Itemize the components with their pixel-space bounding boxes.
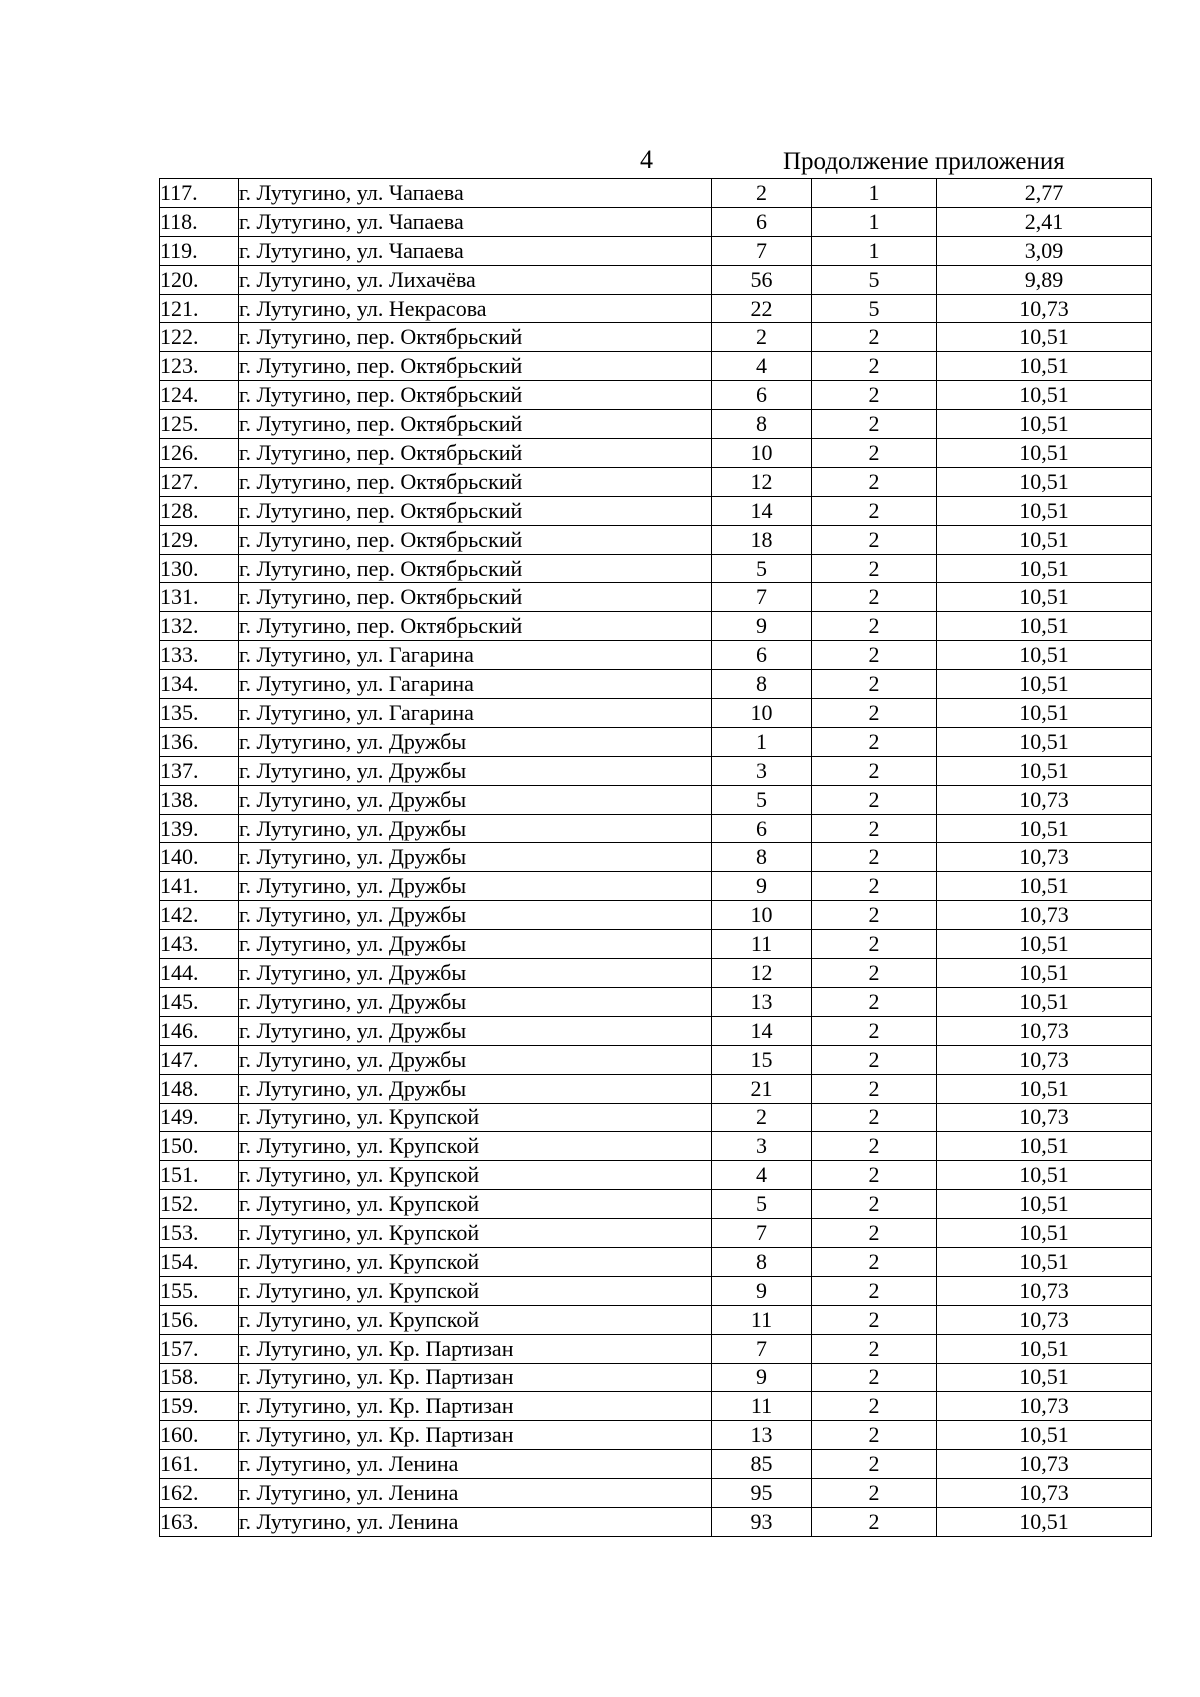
row-number: 154. bbox=[160, 1247, 239, 1276]
tariff-cell: 10,51 bbox=[937, 1132, 1152, 1161]
address-cell: г. Лутугино, пер. Октябрьский bbox=[239, 554, 712, 583]
address-cell: г. Лутугино, ул. Дружбы bbox=[239, 1045, 712, 1074]
house-number-cell: 8 bbox=[712, 670, 812, 699]
floors-cell: 2 bbox=[812, 1132, 937, 1161]
table-row bbox=[160, 1479, 1152, 1508]
house-number-cell: 9 bbox=[712, 872, 812, 901]
tariff-cell: 10,51 bbox=[937, 872, 1152, 901]
row-number: 144. bbox=[160, 959, 239, 988]
tariff-cell: 10,51 bbox=[937, 1247, 1152, 1276]
address-cell: г. Лутугино, ул. Крупской bbox=[239, 1103, 712, 1132]
floors-cell: 2 bbox=[812, 1045, 937, 1074]
house-number-cell: 8 bbox=[712, 1247, 812, 1276]
row-number: 138. bbox=[160, 785, 239, 814]
floors-cell: 5 bbox=[812, 265, 937, 294]
table-row bbox=[160, 525, 1152, 554]
house-number-cell: 7 bbox=[712, 1334, 812, 1363]
row-number: 150. bbox=[160, 1132, 239, 1161]
address-cell: г. Лутугино, пер. Октябрьский bbox=[239, 352, 712, 381]
table-row bbox=[160, 583, 1152, 612]
floors-cell: 2 bbox=[812, 612, 937, 641]
row-number: 162. bbox=[160, 1479, 239, 1508]
row-number: 118. bbox=[160, 207, 239, 236]
address-cell: г. Лутугино, ул. Крупской bbox=[239, 1190, 712, 1219]
row-number: 117. bbox=[160, 179, 239, 208]
address-cell: г. Лутугино, ул. Дружбы bbox=[239, 727, 712, 756]
table-row bbox=[160, 1305, 1152, 1334]
address-cell: г. Лутугино, пер. Октябрьский bbox=[239, 496, 712, 525]
house-number-cell: 9 bbox=[712, 612, 812, 641]
address-cell: г. Лутугино, пер. Октябрьский bbox=[239, 439, 712, 468]
house-number-cell: 11 bbox=[712, 1392, 812, 1421]
tariff-cell: 10,51 bbox=[937, 987, 1152, 1016]
tariff-cell: 10,51 bbox=[937, 554, 1152, 583]
address-cell: г. Лутугино, ул. Крупской bbox=[239, 1276, 712, 1305]
address-cell: г. Лутугино, ул. Кр. Партизан bbox=[239, 1334, 712, 1363]
tariff-cell: 10,73 bbox=[937, 1392, 1152, 1421]
floors-cell: 2 bbox=[812, 1334, 937, 1363]
row-number: 119. bbox=[160, 236, 239, 265]
floors-cell: 1 bbox=[812, 207, 937, 236]
address-cell: г. Лутугино, ул. Дружбы bbox=[239, 930, 712, 959]
house-number-cell: 4 bbox=[712, 1161, 812, 1190]
table-row bbox=[160, 1507, 1152, 1536]
row-number: 141. bbox=[160, 872, 239, 901]
tariff-cell: 10,51 bbox=[937, 1507, 1152, 1536]
table-row bbox=[160, 670, 1152, 699]
row-number: 151. bbox=[160, 1161, 239, 1190]
table-row bbox=[160, 1219, 1152, 1248]
tariff-cell: 10,51 bbox=[937, 525, 1152, 554]
house-number-cell: 21 bbox=[712, 1074, 812, 1103]
floors-cell: 2 bbox=[812, 987, 937, 1016]
floors-cell: 2 bbox=[812, 1392, 937, 1421]
house-number-cell: 3 bbox=[712, 1132, 812, 1161]
tariff-cell: 2,41 bbox=[937, 207, 1152, 236]
table-row bbox=[160, 294, 1152, 323]
row-number: 146. bbox=[160, 1016, 239, 1045]
table-row bbox=[160, 1276, 1152, 1305]
floors-cell: 2 bbox=[812, 1247, 937, 1276]
tariff-cell: 10,51 bbox=[937, 670, 1152, 699]
tariff-cell: 10,51 bbox=[937, 1219, 1152, 1248]
table-row bbox=[160, 439, 1152, 468]
tariff-cell: 10,51 bbox=[937, 1334, 1152, 1363]
floors-cell: 2 bbox=[812, 1363, 937, 1392]
house-number-cell: 7 bbox=[712, 236, 812, 265]
tariff-cell: 10,51 bbox=[937, 496, 1152, 525]
table-row bbox=[160, 381, 1152, 410]
house-number-cell: 6 bbox=[712, 814, 812, 843]
house-number-cell: 5 bbox=[712, 785, 812, 814]
tariff-cell: 10,73 bbox=[937, 1103, 1152, 1132]
continuation-heading: Продолжение приложения bbox=[783, 148, 1065, 175]
row-number: 124. bbox=[160, 381, 239, 410]
address-cell: г. Лутугино, ул. Чапаева bbox=[239, 179, 712, 208]
row-number: 157. bbox=[160, 1334, 239, 1363]
house-number-cell: 14 bbox=[712, 496, 812, 525]
row-number: 142. bbox=[160, 901, 239, 930]
floors-cell: 2 bbox=[812, 583, 937, 612]
tariff-cell: 10,51 bbox=[937, 1421, 1152, 1450]
house-number-cell: 12 bbox=[712, 467, 812, 496]
floors-cell: 2 bbox=[812, 756, 937, 785]
house-number-cell: 8 bbox=[712, 843, 812, 872]
address-cell: г. Лутугино, пер. Октябрьский bbox=[239, 467, 712, 496]
address-cell: г. Лутугино, ул. Дружбы bbox=[239, 901, 712, 930]
address-cell: г. Лутугино, ул. Дружбы bbox=[239, 1074, 712, 1103]
row-number: 133. bbox=[160, 641, 239, 670]
row-number: 147. bbox=[160, 1045, 239, 1074]
row-number: 120. bbox=[160, 265, 239, 294]
house-number-cell: 85 bbox=[712, 1450, 812, 1479]
house-number-cell: 7 bbox=[712, 583, 812, 612]
address-cell: г. Лутугино, ул. Ленина bbox=[239, 1450, 712, 1479]
row-number: 153. bbox=[160, 1219, 239, 1248]
tariff-cell: 10,73 bbox=[937, 785, 1152, 814]
floors-cell: 2 bbox=[812, 410, 937, 439]
row-number: 140. bbox=[160, 843, 239, 872]
table-row bbox=[160, 612, 1152, 641]
address-cell: г. Лутугино, пер. Октябрьский bbox=[239, 612, 712, 641]
address-cell: г. Лутугино, пер. Октябрьский bbox=[239, 410, 712, 439]
address-cell: г. Лутугино, ул. Крупской bbox=[239, 1247, 712, 1276]
address-cell: г. Лутугино, пер. Октябрьский bbox=[239, 583, 712, 612]
floors-cell: 2 bbox=[812, 930, 937, 959]
table-row bbox=[160, 1074, 1152, 1103]
table-row bbox=[160, 641, 1152, 670]
floors-cell: 2 bbox=[812, 554, 937, 583]
tariff-cell: 10,73 bbox=[937, 294, 1152, 323]
tariff-cell: 10,73 bbox=[937, 1479, 1152, 1508]
tariff-cell: 10,51 bbox=[937, 930, 1152, 959]
table-row bbox=[160, 179, 1152, 208]
tariff-cell: 10,51 bbox=[937, 1074, 1152, 1103]
floors-cell: 2 bbox=[812, 467, 937, 496]
address-cell: г. Лутугино, ул. Гагарина bbox=[239, 670, 712, 699]
house-number-cell: 8 bbox=[712, 410, 812, 439]
table-row bbox=[160, 352, 1152, 381]
row-number: 158. bbox=[160, 1363, 239, 1392]
floors-cell: 2 bbox=[812, 843, 937, 872]
tariff-cell: 10,51 bbox=[937, 699, 1152, 728]
tariff-cell: 10,51 bbox=[937, 410, 1152, 439]
house-number-cell: 10 bbox=[712, 699, 812, 728]
table-row bbox=[160, 265, 1152, 294]
tariff-cell: 10,51 bbox=[937, 1161, 1152, 1190]
table-row bbox=[160, 785, 1152, 814]
tariff-cell: 10,51 bbox=[937, 352, 1152, 381]
row-number: 148. bbox=[160, 1074, 239, 1103]
tariff-cell: 10,51 bbox=[937, 727, 1152, 756]
floors-cell: 1 bbox=[812, 236, 937, 265]
house-number-cell: 2 bbox=[712, 323, 812, 352]
table-row bbox=[160, 1045, 1152, 1074]
table-row bbox=[160, 1450, 1152, 1479]
floors-cell: 2 bbox=[812, 1450, 937, 1479]
address-cell: г. Лутугино, ул. Кр. Партизан bbox=[239, 1392, 712, 1421]
house-number-cell: 10 bbox=[712, 901, 812, 930]
tariff-cell: 10,51 bbox=[937, 756, 1152, 785]
address-table-body bbox=[160, 179, 1152, 1537]
floors-cell: 2 bbox=[812, 439, 937, 468]
row-number: 160. bbox=[160, 1421, 239, 1450]
floors-cell: 2 bbox=[812, 1103, 937, 1132]
address-cell: г. Лутугино, ул. Некрасова bbox=[239, 294, 712, 323]
table-row bbox=[160, 901, 1152, 930]
address-cell: г. Лутугино, пер. Октябрьский bbox=[239, 525, 712, 554]
tariff-cell: 10,51 bbox=[937, 959, 1152, 988]
table-row bbox=[160, 554, 1152, 583]
table-row bbox=[160, 1421, 1152, 1450]
address-table bbox=[159, 178, 1152, 1537]
address-cell: г. Лутугино, ул. Дружбы bbox=[239, 843, 712, 872]
row-number: 135. bbox=[160, 699, 239, 728]
floors-cell: 2 bbox=[812, 1507, 937, 1536]
floors-cell: 2 bbox=[812, 496, 937, 525]
house-number-cell: 5 bbox=[712, 1190, 812, 1219]
house-number-cell: 9 bbox=[712, 1363, 812, 1392]
tariff-cell: 10,73 bbox=[937, 1045, 1152, 1074]
address-cell: г. Лутугино, ул. Дружбы bbox=[239, 959, 712, 988]
floors-cell: 2 bbox=[812, 699, 937, 728]
floors-cell: 2 bbox=[812, 1190, 937, 1219]
address-cell: г. Лутугино, ул. Дружбы bbox=[239, 872, 712, 901]
row-number: 156. bbox=[160, 1305, 239, 1334]
table-row bbox=[160, 1392, 1152, 1421]
page-number: 4 bbox=[640, 145, 653, 174]
row-number: 121. bbox=[160, 294, 239, 323]
house-number-cell: 11 bbox=[712, 930, 812, 959]
row-number: 163. bbox=[160, 1507, 239, 1536]
table-row bbox=[160, 410, 1152, 439]
table-row bbox=[160, 1334, 1152, 1363]
tariff-cell: 2,77 bbox=[937, 179, 1152, 208]
table-row bbox=[160, 236, 1152, 265]
floors-cell: 2 bbox=[812, 1161, 937, 1190]
floors-cell: 2 bbox=[812, 525, 937, 554]
row-number: 136. bbox=[160, 727, 239, 756]
row-number: 137. bbox=[160, 756, 239, 785]
table-row bbox=[160, 987, 1152, 1016]
table-row bbox=[160, 1132, 1152, 1161]
table-row bbox=[160, 1016, 1152, 1045]
row-number: 125. bbox=[160, 410, 239, 439]
floors-cell: 1 bbox=[812, 179, 937, 208]
table-row bbox=[160, 699, 1152, 728]
floors-cell: 2 bbox=[812, 1479, 937, 1508]
address-cell: г. Лутугино, ул. Крупской bbox=[239, 1305, 712, 1334]
row-number: 123. bbox=[160, 352, 239, 381]
floors-cell: 2 bbox=[812, 1305, 937, 1334]
tariff-cell: 10,51 bbox=[937, 381, 1152, 410]
row-number: 143. bbox=[160, 930, 239, 959]
house-number-cell: 22 bbox=[712, 294, 812, 323]
table-row bbox=[160, 1103, 1152, 1132]
floors-cell: 2 bbox=[812, 872, 937, 901]
house-number-cell: 5 bbox=[712, 554, 812, 583]
house-number-cell: 4 bbox=[712, 352, 812, 381]
floors-cell: 2 bbox=[812, 1276, 937, 1305]
tariff-cell: 10,73 bbox=[937, 1305, 1152, 1334]
address-cell: г. Лутугино, ул. Дружбы bbox=[239, 1016, 712, 1045]
row-number: 139. bbox=[160, 814, 239, 843]
house-number-cell: 9 bbox=[712, 1276, 812, 1305]
tariff-cell: 10,51 bbox=[937, 1363, 1152, 1392]
house-number-cell: 95 bbox=[712, 1479, 812, 1508]
tariff-cell: 10,51 bbox=[937, 1190, 1152, 1219]
row-number: 127. bbox=[160, 467, 239, 496]
address-cell: г. Лутугино, ул. Гагарина bbox=[239, 699, 712, 728]
tariff-cell: 10,51 bbox=[937, 641, 1152, 670]
floors-cell: 5 bbox=[812, 294, 937, 323]
floors-cell: 2 bbox=[812, 1421, 937, 1450]
table-row bbox=[160, 814, 1152, 843]
table-row bbox=[160, 1363, 1152, 1392]
house-number-cell: 10 bbox=[712, 439, 812, 468]
address-cell: г. Лутугино, ул. Чапаева bbox=[239, 207, 712, 236]
row-number: 149. bbox=[160, 1103, 239, 1132]
tariff-cell: 10,51 bbox=[937, 467, 1152, 496]
address-cell: г. Лутугино, ул. Дружбы bbox=[239, 987, 712, 1016]
row-number: 129. bbox=[160, 525, 239, 554]
house-number-cell: 15 bbox=[712, 1045, 812, 1074]
address-cell: г. Лутугино, ул. Дружбы bbox=[239, 785, 712, 814]
table-row bbox=[160, 1161, 1152, 1190]
floors-cell: 2 bbox=[812, 785, 937, 814]
house-number-cell: 18 bbox=[712, 525, 812, 554]
table-row bbox=[160, 756, 1152, 785]
address-cell: г. Лутугино, ул. Чапаева bbox=[239, 236, 712, 265]
table-row bbox=[160, 930, 1152, 959]
house-number-cell: 6 bbox=[712, 381, 812, 410]
house-number-cell: 7 bbox=[712, 1219, 812, 1248]
row-number: 145. bbox=[160, 987, 239, 1016]
table-row bbox=[160, 1247, 1152, 1276]
address-cell: г. Лутугино, ул. Ленина bbox=[239, 1479, 712, 1508]
house-number-cell: 14 bbox=[712, 1016, 812, 1045]
row-number: 152. bbox=[160, 1190, 239, 1219]
row-number: 132. bbox=[160, 612, 239, 641]
row-number: 130. bbox=[160, 554, 239, 583]
house-number-cell: 93 bbox=[712, 1507, 812, 1536]
tariff-cell: 3,09 bbox=[937, 236, 1152, 265]
house-number-cell: 1 bbox=[712, 727, 812, 756]
address-cell: г. Лутугино, пер. Октябрьский bbox=[239, 381, 712, 410]
table-row bbox=[160, 872, 1152, 901]
house-number-cell: 6 bbox=[712, 641, 812, 670]
floors-cell: 2 bbox=[812, 641, 937, 670]
tariff-cell: 10,73 bbox=[937, 843, 1152, 872]
floors-cell: 2 bbox=[812, 1016, 937, 1045]
row-number: 128. bbox=[160, 496, 239, 525]
house-number-cell: 2 bbox=[712, 1103, 812, 1132]
house-number-cell: 13 bbox=[712, 1421, 812, 1450]
address-cell: г. Лутугино, ул. Крупской bbox=[239, 1219, 712, 1248]
tariff-cell: 9,89 bbox=[937, 265, 1152, 294]
address-cell: г. Лутугино, ул. Крупской bbox=[239, 1161, 712, 1190]
house-number-cell: 3 bbox=[712, 756, 812, 785]
row-number: 131. bbox=[160, 583, 239, 612]
table-row bbox=[160, 207, 1152, 236]
address-cell: г. Лутугино, ул. Ленина bbox=[239, 1507, 712, 1536]
table-row bbox=[160, 467, 1152, 496]
tariff-cell: 10,51 bbox=[937, 323, 1152, 352]
tariff-cell: 10,73 bbox=[937, 1276, 1152, 1305]
table-row bbox=[160, 496, 1152, 525]
house-number-cell: 13 bbox=[712, 987, 812, 1016]
floors-cell: 2 bbox=[812, 1074, 937, 1103]
floors-cell: 2 bbox=[812, 727, 937, 756]
table-row bbox=[160, 843, 1152, 872]
row-number: 126. bbox=[160, 439, 239, 468]
address-cell: г. Лутугино, ул. Дружбы bbox=[239, 756, 712, 785]
address-cell: г. Лутугино, ул. Лихачёва bbox=[239, 265, 712, 294]
row-number: 159. bbox=[160, 1392, 239, 1421]
house-number-cell: 12 bbox=[712, 959, 812, 988]
house-number-cell: 11 bbox=[712, 1305, 812, 1334]
address-cell: г. Лутугино, ул. Гагарина bbox=[239, 641, 712, 670]
floors-cell: 2 bbox=[812, 323, 937, 352]
floors-cell: 2 bbox=[812, 381, 937, 410]
address-cell: г. Лутугино, пер. Октябрьский bbox=[239, 323, 712, 352]
floors-cell: 2 bbox=[812, 901, 937, 930]
house-number-cell: 2 bbox=[712, 179, 812, 208]
floors-cell: 2 bbox=[812, 1219, 937, 1248]
floors-cell: 2 bbox=[812, 352, 937, 381]
table-row bbox=[160, 1190, 1152, 1219]
floors-cell: 2 bbox=[812, 959, 937, 988]
row-number: 122. bbox=[160, 323, 239, 352]
house-number-cell: 56 bbox=[712, 265, 812, 294]
tariff-cell: 10,73 bbox=[937, 1450, 1152, 1479]
row-number: 161. bbox=[160, 1450, 239, 1479]
row-number: 134. bbox=[160, 670, 239, 699]
tariff-cell: 10,51 bbox=[937, 583, 1152, 612]
table-row bbox=[160, 959, 1152, 988]
floors-cell: 2 bbox=[812, 670, 937, 699]
tariff-cell: 10,51 bbox=[937, 612, 1152, 641]
tariff-cell: 10,51 bbox=[937, 439, 1152, 468]
table-row bbox=[160, 323, 1152, 352]
tariff-cell: 10,73 bbox=[937, 1016, 1152, 1045]
tariff-cell: 10,51 bbox=[937, 814, 1152, 843]
floors-cell: 2 bbox=[812, 814, 937, 843]
table-row bbox=[160, 727, 1152, 756]
address-cell: г. Лутугино, ул. Кр. Партизан bbox=[239, 1363, 712, 1392]
address-cell: г. Лутугино, ул. Дружбы bbox=[239, 814, 712, 843]
tariff-cell: 10,73 bbox=[937, 901, 1152, 930]
address-cell: г. Лутугино, ул. Крупской bbox=[239, 1132, 712, 1161]
address-cell: г. Лутугино, ул. Кр. Партизан bbox=[239, 1421, 712, 1450]
house-number-cell: 6 bbox=[712, 207, 812, 236]
row-number: 155. bbox=[160, 1276, 239, 1305]
